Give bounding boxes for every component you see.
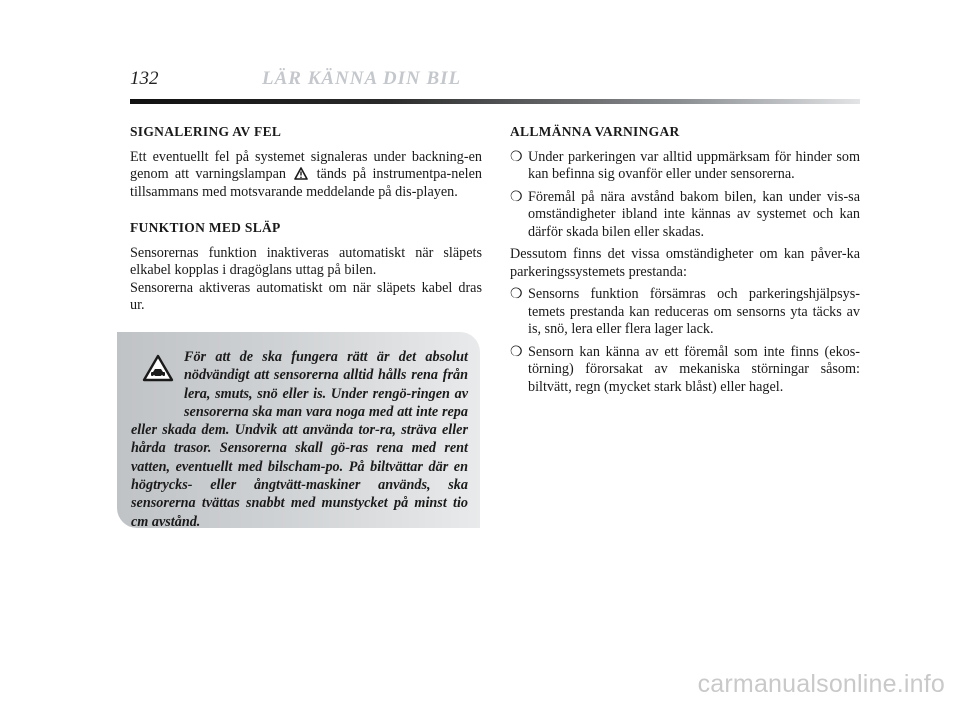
list-item-text: Sensorns funktion försämras och parkeringshjälpsys-temets prestanda kan reduceras om sensorns yta täcks av is, snö, lera eller flera lager lack. [528,286,860,337]
page-number: 132 [130,68,159,89]
header-rule [130,99,860,104]
watermark: carmanualsonline.info [697,670,945,698]
signalering-text-part1: Ett eventuellt fel på systemet signaleras under backning-en genom att varningslampan [130,148,482,182]
bullet-circle-icon: ❍ [510,149,523,165]
bullet-circle-icon: ❍ [510,344,523,360]
warning-box [117,332,480,528]
signalering-text-part2: tänds på instrumentpa-nelen tillsammans med motsvarande meddelande på dis-playen. [130,166,483,200]
list-item [510,286,860,339]
intro-text: Dessutom finns det vissa omständigheter om kan påver-ka parkeringssystemets prestanda: [510,246,860,280]
section-text-slap-2: Sensorerna aktiveras automatiskt om när släpets kabel dras ur. [130,279,482,313]
warning-text: För att de ska fungera rätt är det absolut nödvändigt att sensorerna alltid hålls rena från lera, smuts, snö eller is. Under rengö-ringen av sensorerna ska man vara noga med att inte repa eller skada dem. Undvik att använda tor-ra, sträva eller hårda trasor. Sensorerna skall gö-ras rena med rent vatten, eventuellt med bilscham-po. På biltvättar där en högtrycks- eller ångtvätt-maskiner används, ska sensorerna tvättas snabbt med munstycket på minst tio cm avstånd. [131,349,468,530]
section-heading-slap: FUNKTION MED SLÄP [130,220,281,235]
section-text-slap-1: Sensorernas funktion inaktiveras automatiskt när släpets elkabel kopplas i dragöglans uttag på bilen. [130,244,482,278]
list-item [510,344,860,397]
section-heading-varningar: ALLMÄNNA VARNINGAR [510,124,680,139]
list-item [510,149,860,184]
list-item-text: Sensorn kan känna av ett föremål som inte finns (ekos-törning) förorsakat av mekaniska störningar såsom: biltvätt, regn (mycket stark blåst) eller hagel. [528,343,860,395]
bullet-circle-icon: ❍ [510,189,523,205]
warning-text-block [131,348,468,531]
bullet-circle-icon: ❍ [510,287,523,302]
section-text-signalering [130,149,482,202]
list-item [510,189,860,242]
right-column [510,123,860,396]
left-column [130,123,482,315]
chapter-title: LÄR KÄNNA DIN BIL [262,68,462,89]
section-heading-signalering: SIGNALERING AV FEL [130,124,282,139]
warning-lamp-icon [294,167,308,180]
list-item-text: Under parkeringen var alltid uppmärksam för hinder som kan befinna sig ovanför eller under sensorerna. [528,148,860,182]
list-item-text: Föremål på nära avstånd bakom bilen, kan under vis-sa omständigheter ibland inte kännas av systemet och kan därför skada bilen eller skadas. [528,188,860,240]
